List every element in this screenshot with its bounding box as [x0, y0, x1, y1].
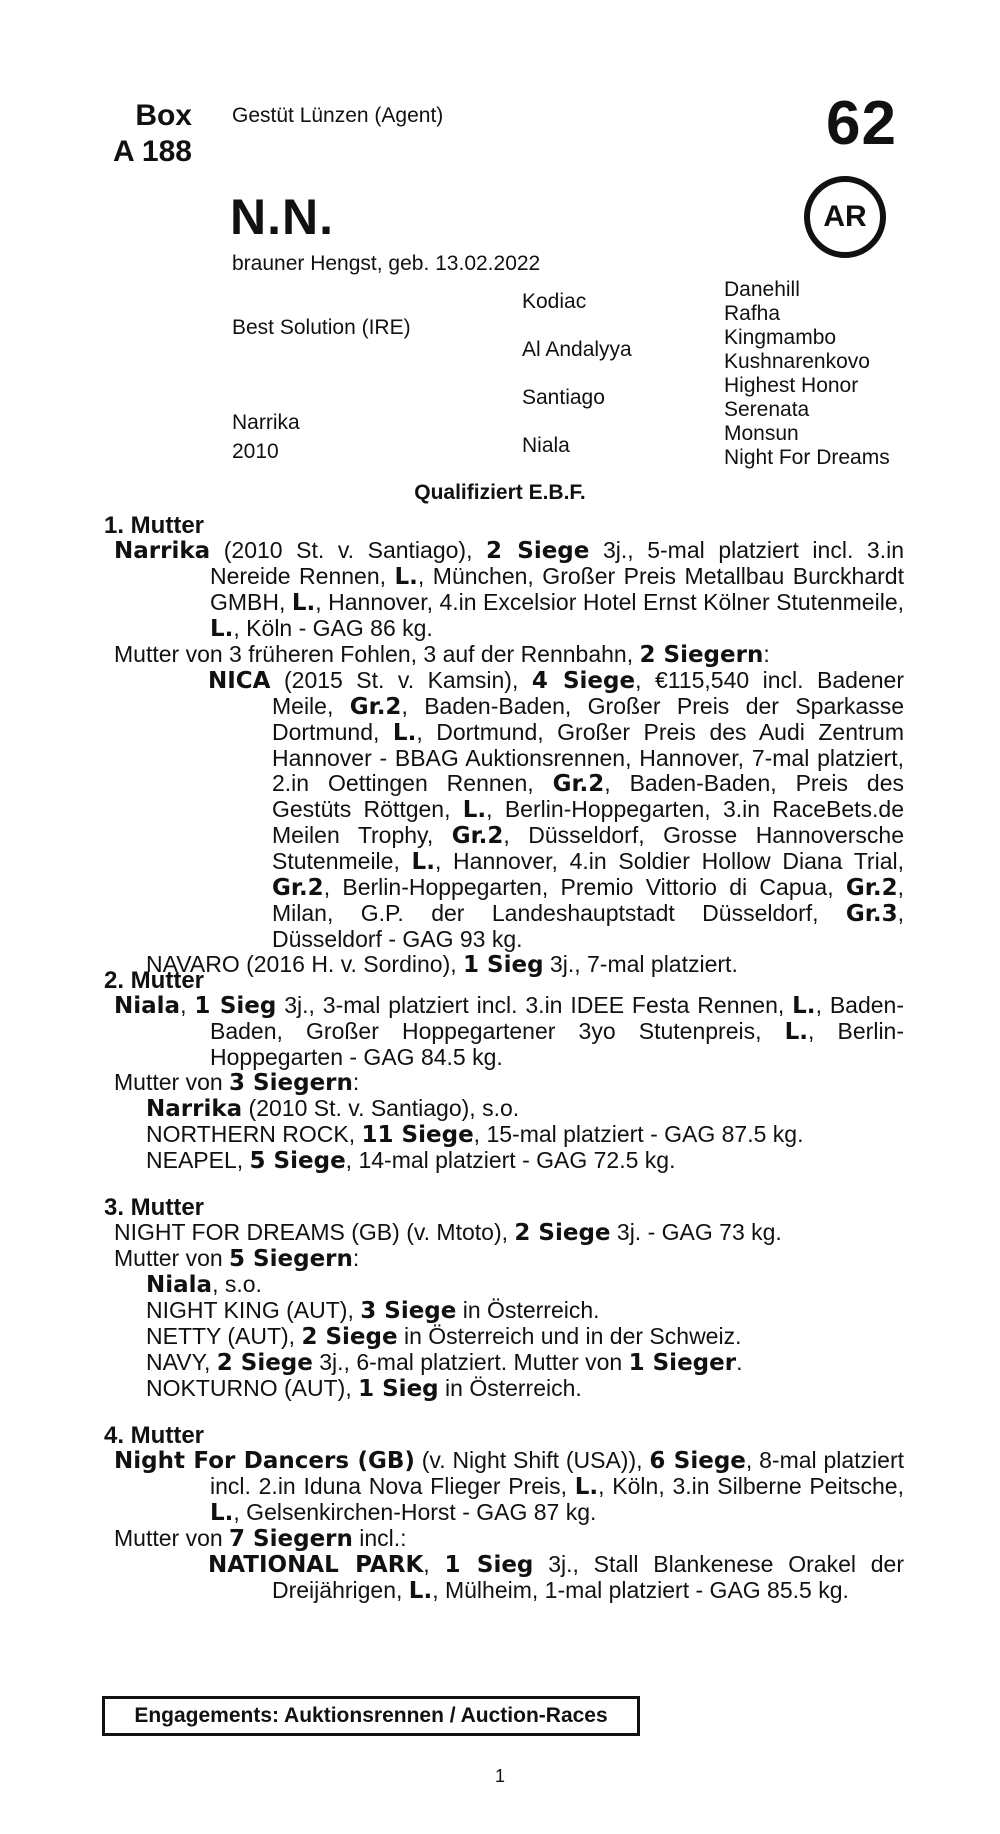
lot-number: 62 — [826, 89, 897, 158]
dam-paragraph: NIGHT FOR DREAMS (GB) (v. Mtoto), 2 Siege 3j. - GAG 73 kg. — [114, 1219, 782, 1246]
pedigree-dam-year: 2010 — [232, 440, 279, 463]
pedigree-gen2-item: Santiago — [522, 386, 605, 409]
mother-of-line: Mutter von 5 Siegern: — [114, 1245, 360, 1272]
pedigree-gen2-item: Al Andalyya — [522, 338, 632, 361]
offspring-line: NETTY (AUT), 2 Siege in Österreich und in der Schweiz. — [146, 1323, 742, 1350]
pedigree-gen3-item: Danehill — [724, 278, 800, 301]
box-line2: A 188 — [113, 135, 192, 168]
ar-badge — [804, 176, 886, 258]
box-label — [100, 98, 192, 170]
offspring-paragraph: NATIONAL PARK, 1 Sieg 3j., Stall Blankenese Orakel der Dreijährigen, L., Mülheim, 1-mal platziert - GAG 85.5 kg. — [208, 1551, 905, 1604]
section-title: 4. Mutter — [104, 1422, 205, 1449]
pedigree-gen3-list — [724, 278, 890, 470]
offspring-line: Niala, s.o. — [146, 1271, 262, 1298]
pedigree-gen3-item: Rafha — [724, 302, 781, 325]
horse-description: brauner Hengst, geb. 13.02.2022 — [232, 252, 541, 275]
pedigree-gen3-item: Serenata — [724, 398, 810, 421]
consignor-agent: Gestüt Lünzen (Agent) — [232, 104, 444, 127]
section-fourth-dam — [104, 1423, 904, 1604]
ar-badge-text: AR — [823, 200, 867, 233]
section-first-dam — [104, 513, 904, 978]
mother-of-line: Mutter von 7 Siegern incl.: — [114, 1525, 407, 1552]
pedigree-dam: Narrika — [232, 411, 300, 434]
qualification: Qualifiziert E.B.F. — [414, 481, 586, 504]
section-title: 3. Mutter — [104, 1194, 205, 1221]
pedigree-gen3-item: Kingmambo — [724, 326, 837, 349]
offspring-line: NORTHERN ROCK, 11 Siege, 15-mal platziert - GAG 87.5 kg. — [146, 1121, 804, 1148]
offspring-line: NIGHT KING (AUT), 3 Siege in Österreich. — [146, 1297, 600, 1324]
offspring-line: NEAPEL, 5 Siege, 14-mal platziert - GAG 72.5 kg. — [146, 1147, 676, 1174]
section-third-dam — [104, 1195, 904, 1402]
horse-name: N.N. — [230, 189, 334, 245]
mother-of-line: Mutter von 3 früheren Fohlen, 3 auf der Rennbahn, 2 Siegern: — [114, 641, 770, 668]
pedigree-sire: Best Solution (IRE) — [232, 316, 411, 339]
mother-of-line: Mutter von 3 Siegern: — [114, 1069, 360, 1096]
offspring-line: Narrika (2010 St. v. Santiago), s.o. — [146, 1095, 520, 1122]
dam-paragraph: Niala, 1 Sieg 3j., 3-mal platziert incl. 3.in IDEE Festa Rennen, L., Baden-Baden, Großer Hoppegartener 3yo Stutenpreis, L., Berlin-Hoppegarten - GAG 84.5 kg. — [114, 992, 905, 1070]
pedigree-gen2-item: Kodiac — [522, 290, 587, 313]
offspring-line: NAVY, 2 Siege 3j., 6-mal platziert. Mutter von 1 Sieger. — [146, 1349, 743, 1376]
dam-paragraph: Night For Dancers (GB) (v. Night Shift (USA)), 6 Siege, 8-mal platziert incl. 2.in Iduna Nova Flieger Preis, L., Köln, 3.in Silberne Peitsche, L., Gelsenkirchen-Horst - GAG 87 kg. — [114, 1447, 905, 1526]
page-number: 1 — [494, 1766, 505, 1786]
engagements-box — [102, 1696, 640, 1736]
engagements-text: Engagements: Auktionsrennen / Auction-Races — [134, 1704, 608, 1727]
pedigree-gen3-item: Highest Honor — [724, 374, 859, 397]
pedigree-gen3-item: Kushnarenkovo — [724, 350, 870, 373]
box-line1: Box — [135, 99, 192, 132]
offspring-paragraph: NICA (2015 St. v. Kamsin), 4 Siege, €115,540 incl. Badener Meile, Gr.2, Baden-Baden, Großer Preis der Sparkasse Dortmund, L., Dortmund, Großer Preis des Audi Zentrum Hannover - BBAG Auktionsrennen, Hannover, 7-mal platziert, 2.in Oettingen Rennen, Gr.2, Baden-Baden, Preis des Gestüts Röttgen, L., Berlin-Hoppegarten, 3.in RaceBets.de Meilen Trophy, Gr.2, Düsseldorf, Grosse Hannoversche Stutenmeile, L., Hannover, 4.in Soldier Hollow Diana Trial, Gr.2, Berlin-Hoppegarten, Premio Vittorio di Capua, Gr.2, Milan, G.P. der Landeshauptstadt Düsseldorf, Gr.3, Düsseldorf - GAG 93 kg. — [208, 667, 905, 952]
section-title: 1. Mutter — [104, 512, 205, 539]
section-second-dam — [104, 968, 904, 1174]
offspring-line: NAVARO (2016 H. v. Sordino), 1 Sieg 3j., 7-mal platziert. — [146, 951, 738, 978]
dam-paragraph: Narrika (2010 St. v. Santiago), 2 Siege 3j., 5-mal platziert incl. 3.in Nereide Rennen, L., München, Großer Preis Metallbau Burckhardt GMBH, L., Hannover, 4.in Excelsior Hotel Ernst Kölner Stutenmeile, L., Köln - GAG 86 kg. — [114, 537, 904, 642]
offspring-line: NOKTURNO (AUT), 1 Sieg in Österreich. — [146, 1375, 582, 1402]
pedigree-gen3-item: Monsun — [724, 422, 799, 445]
pedigree-gen2-item: Niala — [522, 434, 570, 457]
pedigree-gen3-item: Night For Dreams — [724, 446, 890, 469]
section-title: 2. Mutter — [104, 967, 205, 994]
